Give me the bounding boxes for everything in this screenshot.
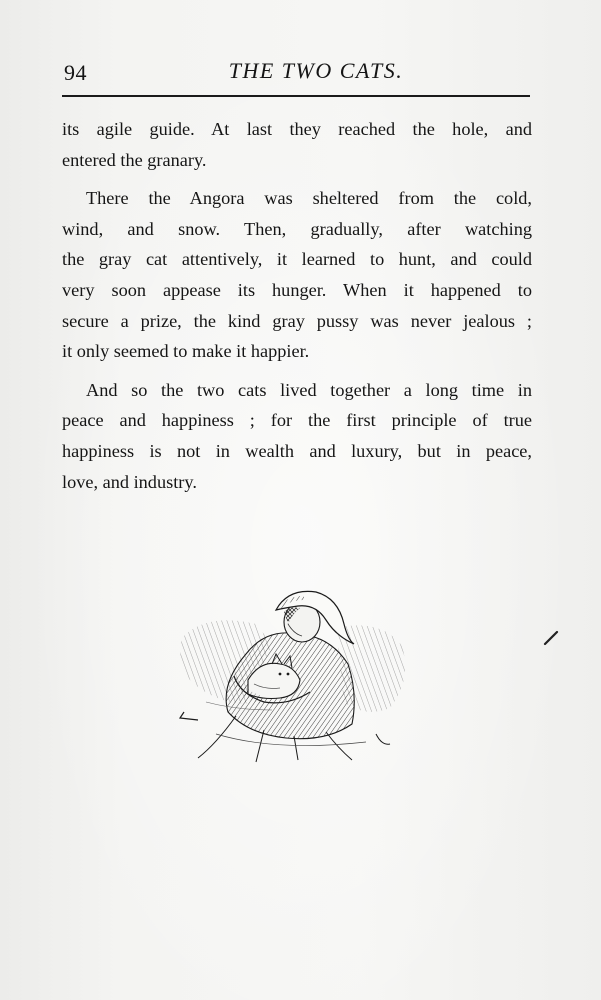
text-line: There the Angora was sheltered from the cold,	[86, 188, 532, 209]
text-line: its agile guide. At last they reached the hole, and	[62, 119, 532, 139]
running-title: THE TWO CATS.	[228, 58, 404, 83]
woman-holding-cat-engraving-icon	[176, 584, 414, 764]
text-line: love, and industry.	[62, 471, 197, 492]
text-line: peace and happiness ; for the first principle of true	[62, 410, 532, 431]
text-line: the gray cat attentively, it learned to hunt, and could	[62, 249, 532, 270]
paragraph-3	[62, 375, 532, 497]
paragraph-1	[62, 114, 532, 175]
ink-mark-icon	[543, 630, 559, 646]
body-text	[62, 114, 532, 505]
text-line: very soon appease its hunger. When it happened to	[62, 279, 532, 300]
text-line: secure a prize, the kind gray pussy was never jealous ;	[62, 310, 532, 331]
text-line: entered the granary.	[62, 149, 207, 170]
text-line: happiness is not in wealth and luxury, but in peace,	[62, 440, 532, 461]
text-line: And so the two cats lived together a long time in	[86, 379, 532, 400]
text-line: it only seemed to make it happier.	[62, 341, 310, 362]
header-rule	[62, 95, 530, 97]
running-head	[62, 58, 530, 90]
page-number: 94	[64, 60, 87, 85]
text-line: wind, and snow. Then, gradually, after watching	[62, 218, 532, 239]
paragraph-2	[62, 183, 532, 367]
